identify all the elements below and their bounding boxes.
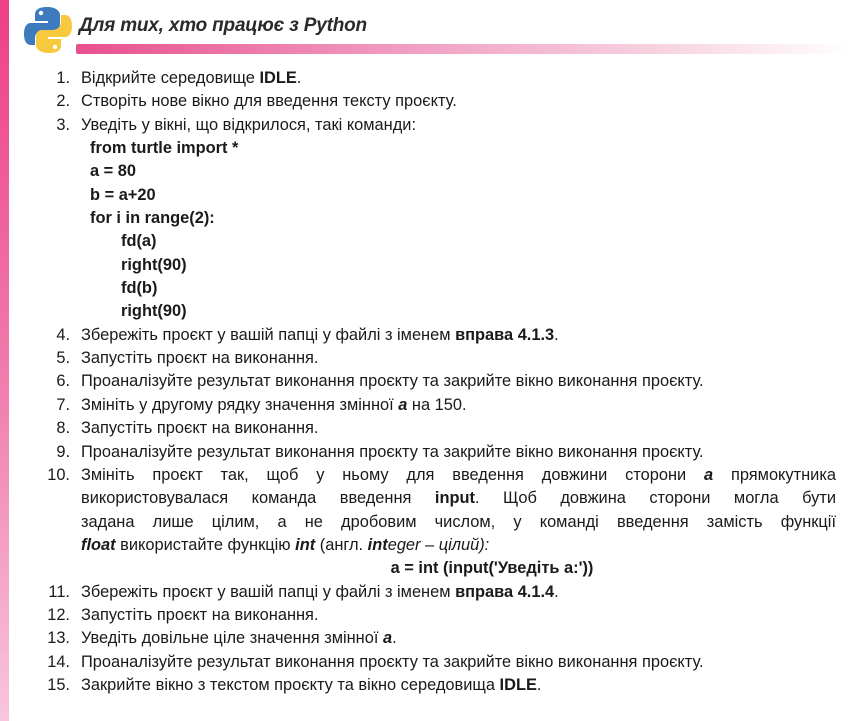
item-number: 6. (56, 372, 70, 391)
list-item (0, 441, 864, 464)
python-logo-icon (22, 4, 74, 56)
header-underline (76, 44, 852, 54)
code-line: a = 80 (90, 162, 137, 181)
item-text-line: використовувалася команда введення input. Щоб довжина сторони могла бути (81, 489, 836, 508)
item-text: Проаналізуйте результат виконання проєкту та закрийте вікно виконання проєкту. (81, 442, 704, 461)
item-number: 4. (56, 325, 70, 344)
item-text: Створіть нове вікно для введення тексту проєкту. (81, 92, 457, 111)
item-text: Відкрийте середовище IDLE. (81, 69, 302, 87)
list-item (0, 114, 864, 137)
code-line: right(90) (121, 302, 187, 321)
list-item-continuation (0, 534, 864, 557)
list-item (0, 674, 864, 697)
item-text-line: float використайте функцію int (англ. integer – цілий): (81, 535, 490, 554)
item-number: 5. (56, 349, 70, 368)
item-text: Уведіть довільне ціле значення змінної a. (81, 629, 397, 648)
list-item (0, 464, 864, 487)
code-line: for i in range(2): (90, 209, 215, 228)
instructions-list (0, 67, 864, 697)
list-item (0, 651, 864, 674)
item-text: Збережіть проєкт у вашій папці у файлі з іменем вправа 4.1.3. (81, 325, 559, 344)
list-item (0, 394, 864, 417)
item-number: 15. (47, 675, 70, 694)
item-text-line: Змініть проєкт так, щоб у ньому для введення довжини сторони a прямокутника (81, 465, 836, 484)
item-number: 2. (56, 92, 70, 111)
item-text-line: задана лише цілим, а не дробовим числом, у команді введення замість функції (81, 512, 836, 531)
list-item (0, 604, 864, 627)
item-number: 1. (56, 69, 70, 87)
code-line: right(90) (121, 255, 187, 274)
item-text: Закрийте вікно з текстом проєкту та вікно середовища IDLE. (81, 675, 542, 694)
item-number: 10. (47, 465, 70, 484)
list-item (0, 627, 864, 650)
list-item (0, 90, 864, 113)
code-line: fd(b) (121, 279, 158, 298)
list-item (0, 324, 864, 347)
code-line: b = a+20 (90, 185, 156, 204)
code-line: fd(a) (121, 232, 157, 251)
item-number: 13. (47, 629, 70, 648)
item-number: 7. (56, 395, 70, 414)
list-item (0, 417, 864, 440)
item-text: Проаналізуйте результат виконання проєкту та закрийте вікно виконання проєкту. (81, 652, 704, 671)
list-item (0, 581, 864, 604)
item-number: 9. (56, 442, 70, 461)
code-input-command: a = int (input('Уведіть а:')) (390, 559, 594, 578)
list-item (0, 67, 864, 90)
item-text: Запустіть проєкт на виконання. (81, 419, 319, 438)
item-text: Проаналізуйте результат виконання проєкту та закрийте вікно виконання проєкту. (81, 372, 704, 391)
list-item-continuation (0, 511, 864, 534)
code-line: from turtle import * (90, 139, 239, 158)
list-item (0, 370, 864, 393)
item-text: Запустіть проєкт на виконання. (81, 349, 319, 368)
list-item (0, 347, 864, 370)
item-text: Уведіть у вікні, що відкрилося, такі команди: (81, 115, 416, 134)
item-text: Змініть у другому рядку значення змінної a на 150. (81, 395, 467, 414)
item-number: 12. (47, 605, 70, 624)
item-number: 8. (56, 419, 70, 438)
list-item-continuation (0, 487, 864, 510)
header-title: Для тих, хто працює з Python (79, 15, 367, 36)
item-text: Запустіть проєкт на виконання. (81, 605, 319, 624)
code-line-centered (0, 557, 864, 580)
item-text: Збережіть проєкт у вашій папці у файлі з іменем вправа 4.1.4. (81, 582, 559, 601)
section-header (22, 4, 852, 56)
item-number: 14. (47, 652, 70, 671)
item-number: 3. (56, 115, 70, 134)
item-number: 11. (48, 582, 70, 601)
